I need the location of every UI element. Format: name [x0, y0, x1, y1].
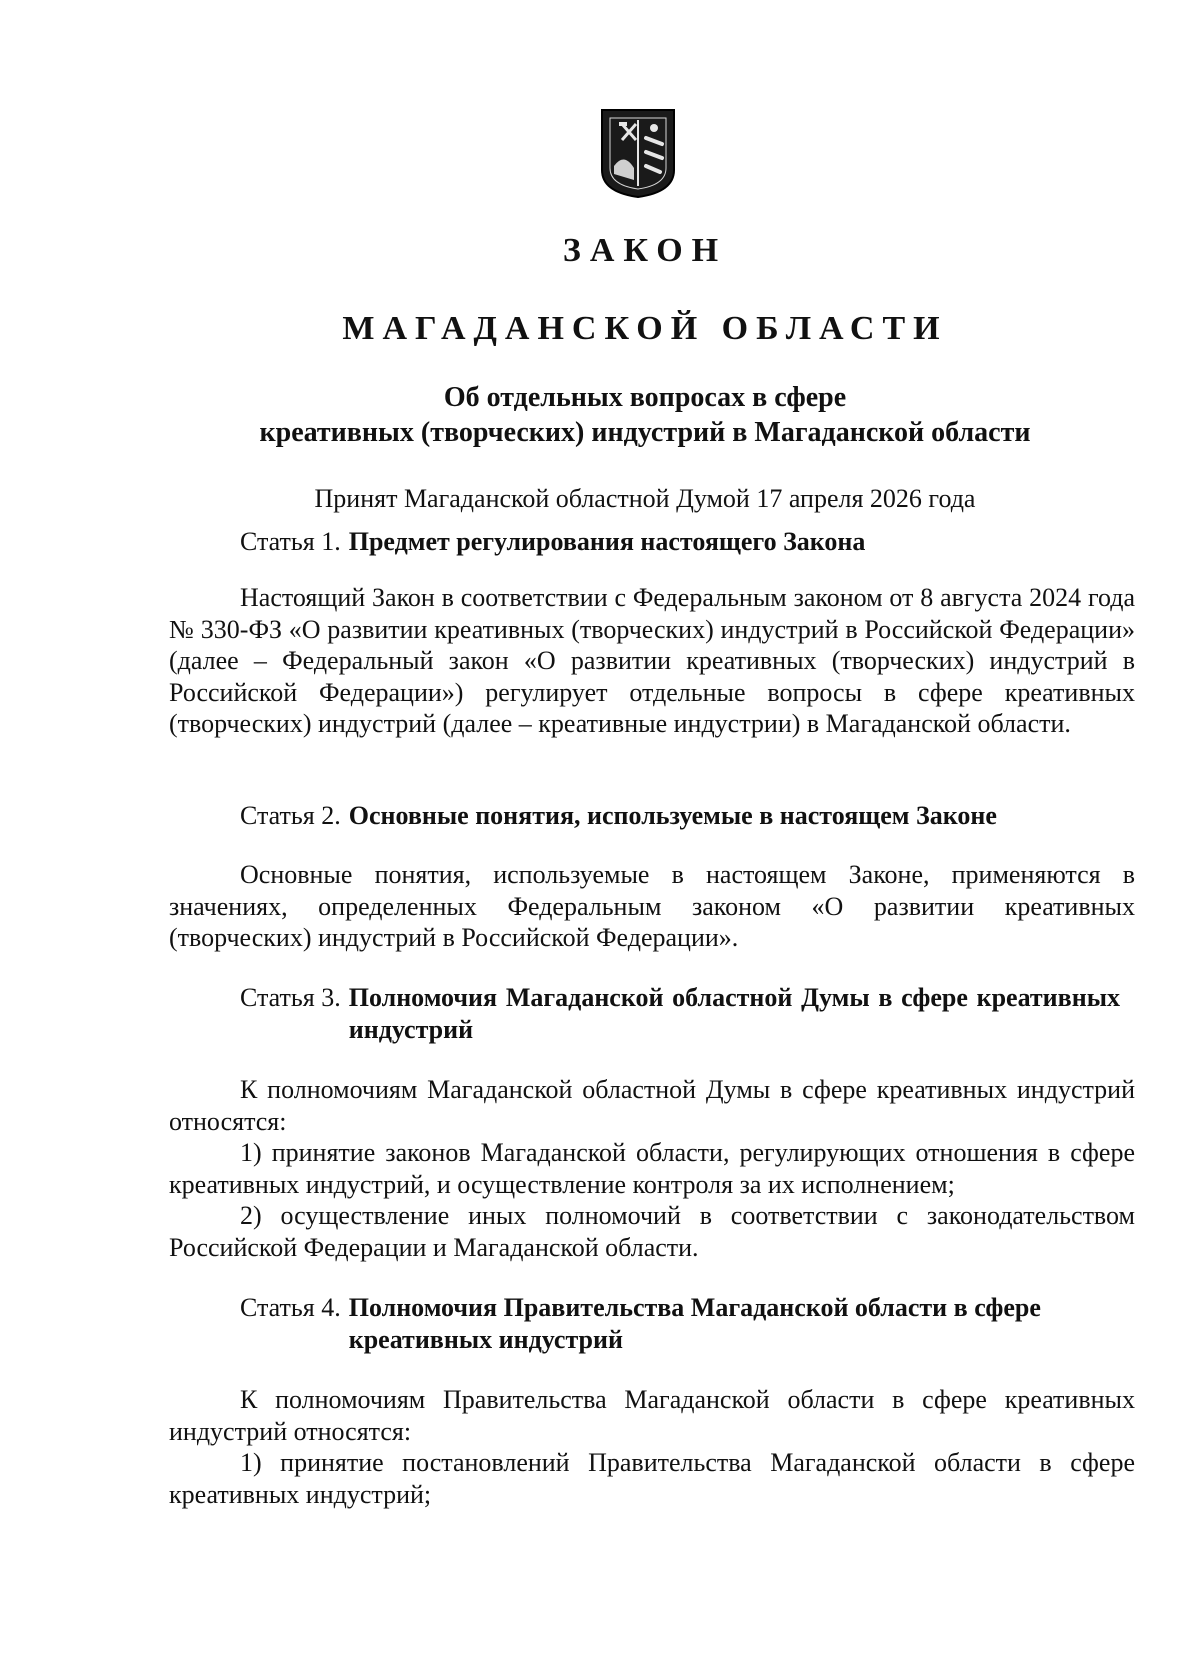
article-title: Предмет регулирования настоящего Закона: [348, 527, 866, 556]
subject-line-1: Об отдельных вопросах в сфере: [443, 382, 847, 413]
article-paragraph: Основные понятия, используемые в настоящем Законе, применяются в значениях, определенных Федеральным законом «О развитии креативных (творческих) индустрий в Российской Федерации».: [169, 860, 1135, 952]
document-title: ЗАКОН: [562, 232, 728, 269]
article-paragraph: Настоящий Закон в соответствии с Федеральным законом от 8 августа 2024 года № 330-ФЗ «О развитии креативных (творческих) индустрий в Российской Федерации» (далее – Федеральный закон «О развитии креативных (творческих) индустрий в Российской Федерации») регулирует отдельные вопросы в сфере креативных (творческих) индустрий (далее – креативные индустрии) в Магаданской области.: [169, 583, 1135, 738]
article-paragraph: 2) осуществление иных полномочий в соответствии с законодательством Российской Федерации и Магаданской области.: [169, 1201, 1135, 1262]
article-number: Статья 4.: [240, 1293, 341, 1322]
article-number: Статья 1.: [240, 527, 341, 556]
subject-line-2: креативных (творческих) индустрий в Магаданской области: [259, 417, 1031, 448]
article-number: Статья 3.: [240, 983, 341, 1012]
article-paragraph: 1) принятие законов Магаданской области, регулирующих отношения в сфере креативных индустрий, и осуществление контроля за их исполнением;: [169, 1138, 1135, 1199]
article-heading: [240, 1292, 1120, 1356]
document-subject: [0, 380, 1200, 450]
article-number: Статья 2.: [240, 801, 341, 830]
article-paragraph: К полномочиям Магаданской областной Думы в сфере креативных индустрий относятся:: [169, 1075, 1135, 1136]
coat-of-arms-icon: [600, 108, 676, 198]
adoption-note: Принят Магаданской областной Думой 17 апреля 2026 года: [314, 484, 976, 513]
article-title: Полномочия Правительства Магаданской области в сфере креативных индустрий: [348, 1293, 1041, 1354]
article-paragraph: К полномочиям Правительства Магаданской области в сфере креативных индустрий относятся:: [169, 1385, 1135, 1446]
article-heading: [240, 526, 1120, 558]
document-region-title: МАГАДАНСКОЙ ОБЛАСТИ: [342, 310, 948, 347]
article-title: Полномочия Магаданской областной Думы в сфере креативных индустрий: [348, 983, 1120, 1044]
article-heading: [240, 800, 1120, 832]
article-title: Основные понятия, используемые в настоящем Законе: [348, 801, 997, 830]
article-paragraph: 1) принятие постановлений Правительства Магаданской области в сфере креативных индустрий;: [169, 1448, 1135, 1509]
article-heading: [240, 982, 1120, 1046]
